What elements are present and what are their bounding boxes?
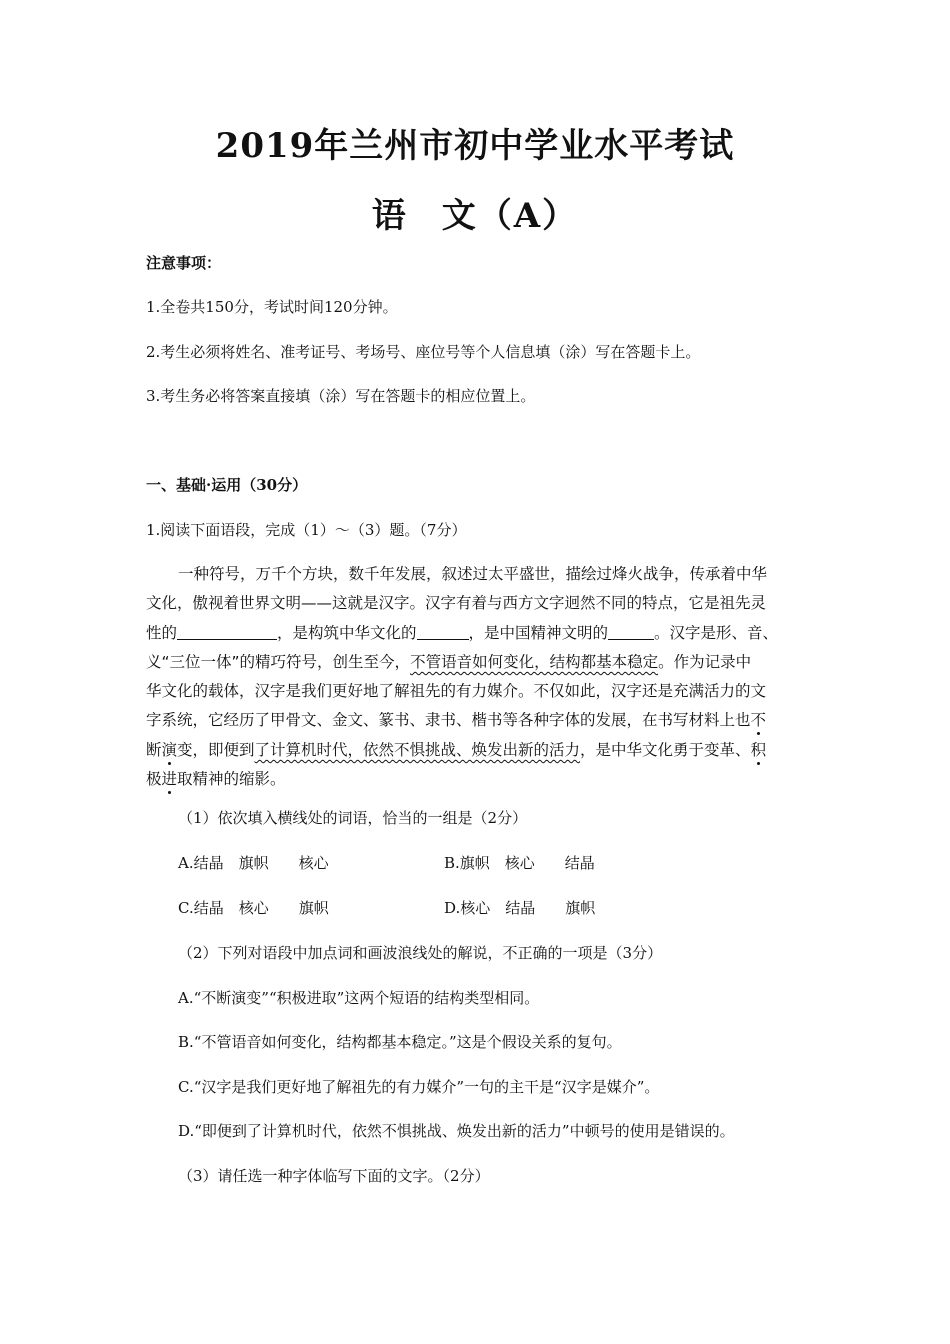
passage-line: 断演变，即便到了计算机时代，依然不惧挑战、焕发出新的活力，是中华文化勇于变革、积 bbox=[146, 740, 767, 759]
option-b: B.旗帜 核心 结晶 bbox=[444, 854, 595, 872]
question-1-intro: 1.阅读下面语段，完成（1）～（3）题。（7分） bbox=[146, 521, 467, 539]
subquestion-1-stem: （1）依次填入横线处的词语，恰当的一组是（2分） bbox=[178, 809, 528, 827]
section-heading: 一、基础·运用（30分） bbox=[146, 476, 308, 494]
option-d: D.核心 结晶 旗帜 bbox=[444, 899, 596, 917]
option-a: A.结晶 旗帜 核心 bbox=[178, 854, 329, 872]
option-a: A.“不断演变”“积极进取”这两个短语的结构类型相同。 bbox=[178, 989, 540, 1007]
subquestion-3-stem: （3）请任选一种字体临写下面的文字。（2分） bbox=[178, 1167, 490, 1185]
passage-line: 华文化的载体，汉字是我们更好地了解祖先的有力媒介。不仅如此，汉字还是充满活力的文 bbox=[146, 682, 767, 701]
notice-item: 1.全卷共150分，考试时间120分钟。 bbox=[146, 298, 398, 316]
subject-char-2: 文（A） bbox=[441, 196, 579, 236]
wavy-underline-text: 不管语音如何变化，结构都基本稳定 bbox=[410, 652, 659, 671]
option-d: D.“即便到了计算机时代，依然不惧挑战、焕发出新的活力”中顿号的使用是错误的。 bbox=[178, 1122, 735, 1140]
dotted-word: 不 bbox=[750, 711, 767, 730]
option-c: C.结晶 核心 旗帜 bbox=[178, 899, 329, 917]
passage-line: 一种符号，万千个方块，数千年发展，叙述过太平盛世，描绘过烽火战争，传承着中华 bbox=[178, 565, 768, 583]
subject-char-1: 语 bbox=[371, 196, 408, 236]
option-b: B.“不管语音如何变化，结构都基本稳定。”这是个假设关系的复句。 bbox=[178, 1033, 622, 1051]
dotted-word: 断演变 bbox=[146, 740, 193, 759]
subject-title bbox=[0, 188, 950, 237]
dotted-word: 积 bbox=[750, 740, 767, 759]
wavy-underline-text: 了计算机时代，依然不惧挑战、焕发出新的活力 bbox=[254, 740, 581, 759]
passage-line: 义“三位一体”的精巧符号，创生至今，不管语音如何变化，结构都基本稳定。作为记录中 bbox=[146, 652, 752, 671]
notice-heading: 注意事项： bbox=[146, 254, 222, 272]
exam-title: 2019年兰州市初中学业水平考试 bbox=[215, 126, 735, 166]
passage-line: 极进取精神的缩影。 bbox=[146, 770, 286, 789]
passage-line: 字系统，它经历了甲骨文、金文、篆书、隶书、楷书等各种字体的发展，在书写材料上也不 bbox=[146, 711, 767, 730]
fill-blank-2 bbox=[417, 623, 469, 640]
option-c: C.“汉字是我们更好地了解祖先的有力媒介”一句的主干是“汉字是媒介”。 bbox=[178, 1078, 660, 1096]
fill-blank-1 bbox=[177, 623, 277, 640]
notice-item: 3.考生务必将答案直接填（涂）写在答题卡的相应位置上。 bbox=[146, 387, 536, 405]
subquestion-2-stem: （2）下列对语段中加点词和画波浪线处的解说，不正确的一项是（3分） bbox=[178, 944, 663, 962]
passage-line: 文化，傲视着世界文明——这就是汉字。汉字有着与西方文字迥然不同的特点，它是祖先灵 bbox=[146, 594, 767, 613]
fill-blank-3 bbox=[608, 623, 654, 640]
reading-passage bbox=[146, 560, 806, 794]
dotted-word: 极进取 bbox=[146, 770, 193, 789]
notice-item: 2.考生必须将姓名、准考证号、考场号、座位号等个人信息填（涂）写在答题卡上。 bbox=[146, 343, 701, 361]
passage-line: 性的 ，是构筑中华文化的 ，是中国精神文明的 。汉字是形、音、 bbox=[146, 623, 779, 642]
